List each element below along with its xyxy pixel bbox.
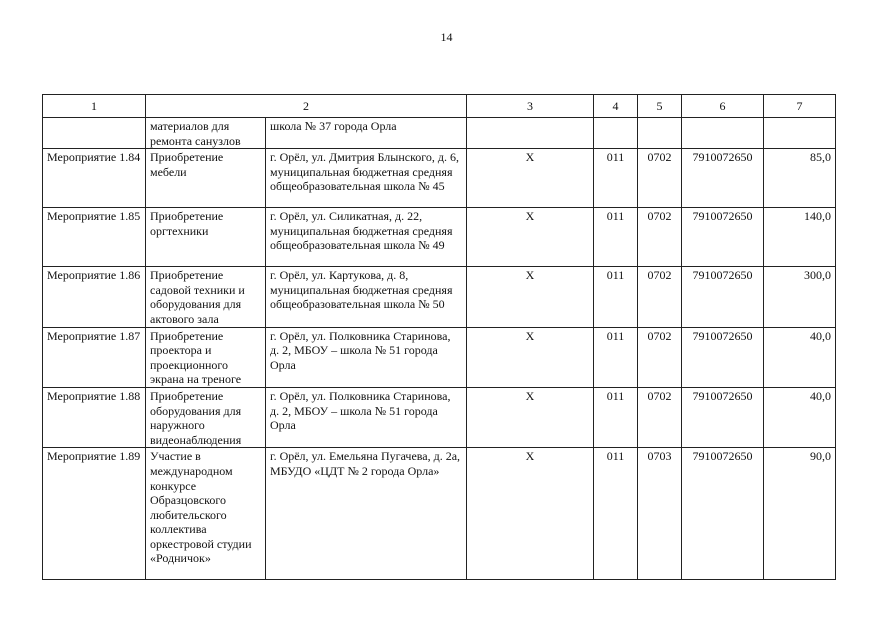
col3-cell: Х [467,208,594,267]
col7-cell: 90,0 [764,448,836,580]
col4-cell: 011 [594,149,638,208]
col4-cell: 011 [594,448,638,580]
address-cell: г. Орёл, ул. Полковника Старинова, д. 2, МБОУ – школа № 51 города Орла [266,387,467,447]
table-row [43,149,836,208]
col5-cell: 0703 [638,448,682,580]
table-row [43,448,836,580]
budget-table [42,94,836,580]
col3-cell: Х [467,149,594,208]
header-cell: 1 [43,95,146,118]
col3-cell [467,118,594,149]
name-cell: Участие в международном конкурсе Образцовского любительского коллектива оркестровой студии «Родничок» [146,448,266,580]
col6-cell: 7910072650 [682,208,764,267]
col7-cell: 85,0 [764,149,836,208]
col6-cell: 7910072650 [682,149,764,208]
table-row [43,387,836,447]
header-cell: 7 [764,95,836,118]
name-cell: Приобретение проектора и проекционного экрана на треноге [146,327,266,387]
col3-cell: Х [467,448,594,580]
col5-cell: 0702 [638,387,682,447]
table-row [43,327,836,387]
col7-cell: 40,0 [764,387,836,447]
address-cell: г. Орёл, ул. Картукова, д. 8, муниципальная бюджетная средняя общеобразовательная школа № 50 [266,267,467,327]
event-cell: Мероприятие 1.87 [43,327,146,387]
header-cell: 2 [146,95,467,118]
table-row [43,208,836,267]
name-cell: Приобретение мебели [146,149,266,208]
address-cell: г. Орёл, ул. Полковника Старинова, д. 2, МБОУ – школа № 51 города Орла [266,327,467,387]
name-cell: Приобретение оборудования для наружного видеонаблюдения [146,387,266,447]
col6-cell: 7910072650 [682,327,764,387]
col7-cell: 300,0 [764,267,836,327]
col6-cell [682,118,764,149]
col5-cell: 0702 [638,327,682,387]
col5-cell: 0702 [638,267,682,327]
event-cell: Мероприятие 1.84 [43,149,146,208]
header-row [43,95,836,118]
col3-cell: Х [467,387,594,447]
col7-cell [764,118,836,149]
col6-cell: 7910072650 [682,387,764,447]
name-cell: Приобретение оргтехники [146,208,266,267]
page-number: 14 [440,30,453,44]
name-cell: материалов для ремонта санузлов [146,118,266,149]
col6-cell: 7910072650 [682,448,764,580]
col5-cell: 0702 [638,149,682,208]
name-cell: Приобретение садовой техники и оборудования для актового зала [146,267,266,327]
header-cell: 4 [594,95,638,118]
event-cell: Мероприятие 1.86 [43,267,146,327]
header-cell: 3 [467,95,594,118]
col4-cell: 011 [594,208,638,267]
event-cell: Мероприятие 1.85 [43,208,146,267]
col7-cell: 140,0 [764,208,836,267]
table-row [43,267,836,327]
col5-cell: 0702 [638,208,682,267]
event-cell: Мероприятие 1.88 [43,387,146,447]
col3-cell: Х [467,267,594,327]
continuation-row [43,118,836,149]
col3-cell: Х [467,327,594,387]
col4-cell: 011 [594,267,638,327]
col4-cell: 011 [594,327,638,387]
col7-cell: 40,0 [764,327,836,387]
address-cell: г. Орёл, ул. Емельяна Пугачева, д. 2а, МБУДО «ЦДТ № 2 города Орла» [266,448,467,580]
address-cell: г. Орёл, ул. Силикатная, д. 22, муниципальная бюджетная средняя общеобразовательная школа № 49 [266,208,467,267]
col5-cell [638,118,682,149]
col4-cell [594,118,638,149]
event-cell [43,118,146,149]
address-cell: г. Орёл, ул. Дмитрия Блынского, д. 6, муниципальная бюджетная средняя общеобразовательная школа № 45 [266,149,467,208]
event-cell: Мероприятие 1.89 [43,448,146,580]
col4-cell: 011 [594,387,638,447]
header-cell: 6 [682,95,764,118]
header-cell: 5 [638,95,682,118]
col6-cell: 7910072650 [682,267,764,327]
address-cell: школа № 37 города Орла [266,118,467,149]
